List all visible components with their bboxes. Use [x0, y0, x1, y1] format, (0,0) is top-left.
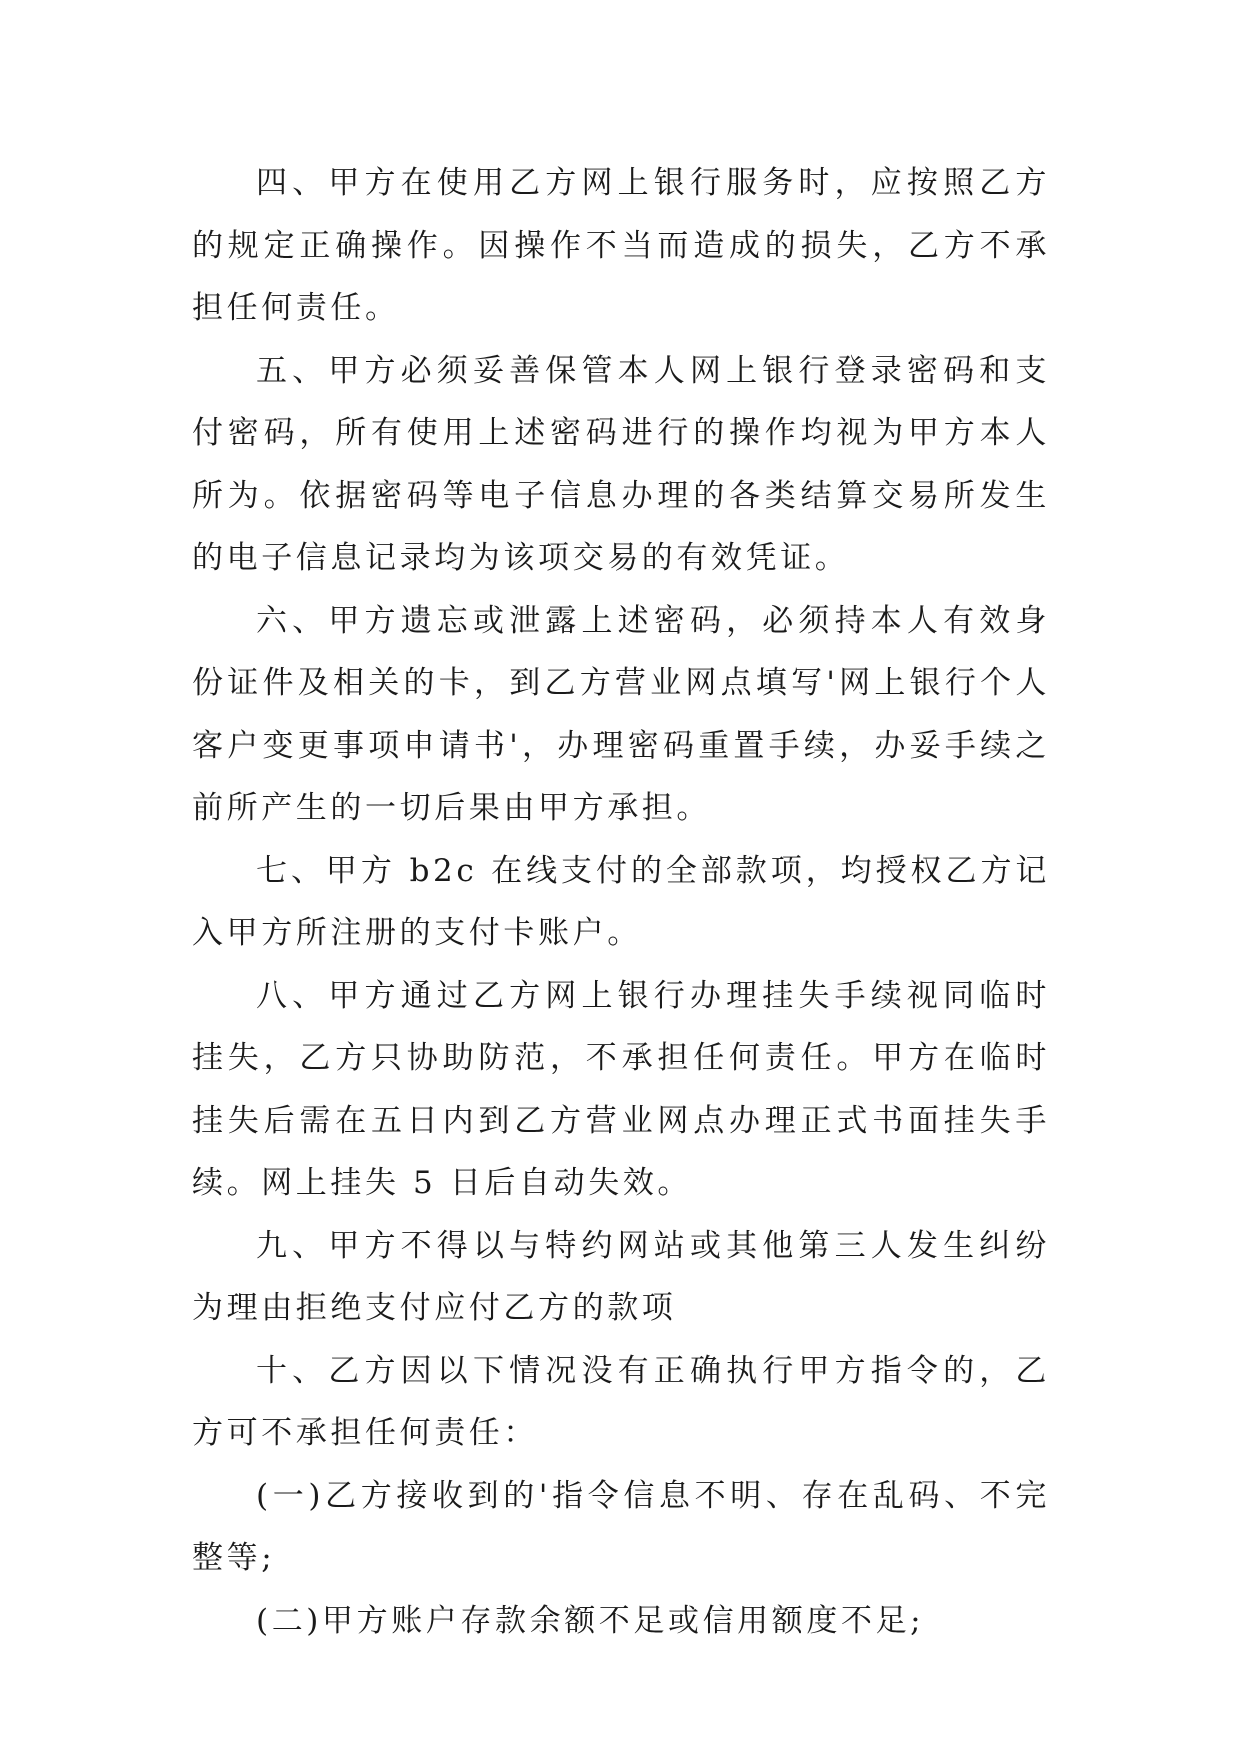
- clause-4-paragraph: 四、甲方在使用乙方网上银行服务时，应按照乙方的规定正确操作。因操作不当而造成的损失，乙方不承担任何责任。: [192, 165, 1050, 326]
- clause-10-paragraph: 十、乙方因以下情况没有正确执行甲方指令的，乙方可不承担任何责任：: [192, 1352, 1050, 1451]
- clause-7-paragraph: 七、甲方 b2c 在线支付的全部款项，均授权乙方记入甲方所注册的支付卡账户。: [192, 852, 1050, 951]
- clause-9-paragraph: 九、甲方不得以与特约网站或其他第三人发生纠纷为理由拒绝支付应付乙方的款项: [192, 1227, 1050, 1326]
- clause-6-paragraph: 六、甲方遗忘或泄露上述密码，必须持本人有效身份证件及相关的卡，到乙方营业网点填写'网上银行个人客户变更事项申请书'，办理密码重置手续，办妥手续之前所产生的一切后果由甲方承担。: [192, 602, 1050, 826]
- clause-10-item-2-paragraph: (二)甲方账户存款余额不足或信用额度不足;: [256, 1602, 925, 1639]
- clause-5-paragraph: 五、甲方必须妥善保管本人网上银行登录密码和支付密码，所有使用上述密码进行的操作均视为甲方本人所为。依据密码等电子信息办理的各类结算交易所发生的电子信息记录均为该项交易的有效凭证。: [192, 352, 1050, 576]
- clause-8-paragraph: 八、甲方通过乙方网上银行办理挂失手续视同临时挂失，乙方只协助防范，不承担任何责任。甲方在临时挂失后需在五日内到乙方营业网点办理正式书面挂失手续。网上挂失 5 日后自动失效。: [192, 977, 1050, 1201]
- document-body: [192, 152, 1050, 1652]
- clause-10-item-1-paragraph: (一)乙方接收到的'指令信息不明、存在乱码、不完整等;: [192, 1477, 1050, 1576]
